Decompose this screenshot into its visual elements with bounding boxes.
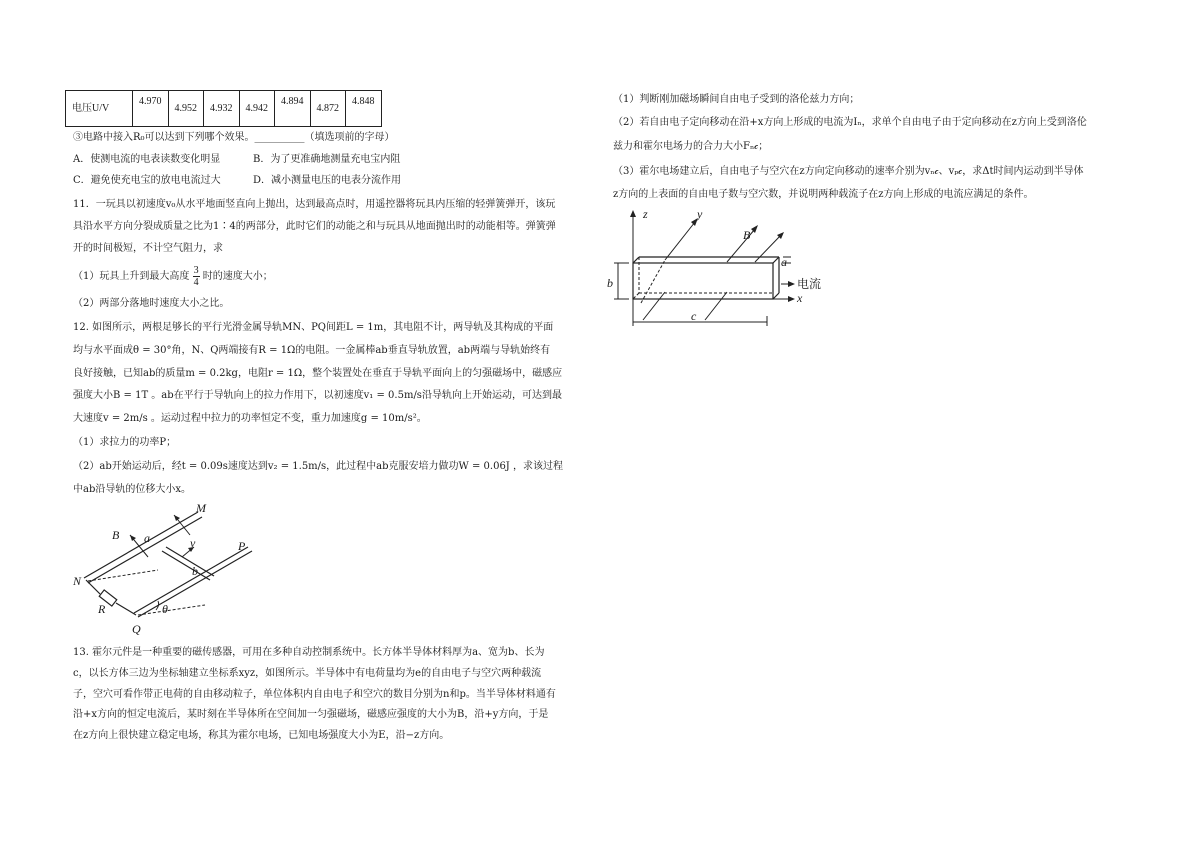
table-cell: 4.848 <box>346 91 382 127</box>
fraction-numerator: 3 <box>193 265 199 276</box>
rail-figure <box>70 495 260 640</box>
table-header-cell: 电压U/V <box>66 91 133 127</box>
q11-sub-2: （2）两部分落地时速度大小之比。 <box>73 298 230 309</box>
table-cell: 4.952 <box>168 91 204 127</box>
table-cell: 4.932 <box>204 91 240 127</box>
q10-3-option-c: C．避免使充电宝的放电电流过大 <box>73 175 221 186</box>
q13-sub-2-line-1: （2）若自由电子定向移动在沿+x方向上形成的电流为Iₙ，求单个自由电子由于定向移动在z方向上受到洛伦 <box>613 117 1087 128</box>
fraction <box>193 265 200 288</box>
table-cell: 4.970 <box>133 91 169 127</box>
q12-line-1: 12. 如图所示，两根足够长的平行光滑金属导轨MN、PQ间距L = 1m，其电阻不计，两导轨及其构成的平面 <box>73 322 554 333</box>
rail-mn <box>84 512 198 578</box>
q12-sub-1: （1）求拉力的功率P； <box>73 437 177 448</box>
voltage-table <box>65 90 382 127</box>
label-p: P <box>238 539 246 553</box>
label-theta: θ <box>162 602 168 616</box>
label-c: c <box>691 309 697 323</box>
q13-sub-3-line-1: （3）霍尔电场建立后，自由电子与空穴在z方向定向移动的速率介别为vₙ𝒸、vₚ𝒸，求Δt时间内运动到半导体 <box>613 166 1084 177</box>
q13-line-4: 沿+x方向的恒定电流后，某时刻在半导体所在空间加一匀强磁场，磁感应强度的大小为B，沿+y方向，于是 <box>73 709 549 720</box>
q13-line-2: c，以长方体三边为坐标轴建立坐标系xyz，如图所示。半导体中有电荷量均为e的自由电子与空穴两种载流 <box>73 668 542 679</box>
label-b-field: B <box>743 228 751 242</box>
q13-sub-3-line-2: z方向的上表面的自由电子数与空穴数，并说明两种载流子在z方向上形成的电流应满足的条件。 <box>613 189 1034 200</box>
semiconductor-block <box>633 263 773 299</box>
label-m: M <box>196 501 206 515</box>
q12-line-5: 大速度v = 2m/s 。运动过程中拉力的功率恒定不变，重力加速度g = 10m/s²。 <box>73 413 427 424</box>
rail-pq <box>134 547 248 613</box>
q11-line-2: 具沿水平方向分裂成质量之比为1∶4的两部分，此时它们的动能之和与玩具从地面抛出时的动能相等。弹簧弹 <box>73 221 556 232</box>
q10-3-option-d: D．减小测量电压的电表分流作用 <box>253 175 402 186</box>
bar-ab <box>162 551 210 580</box>
q11-sub-1-post: 时的速度大小； <box>202 271 273 282</box>
q12-line-3: 良好接触，已知ab的质量m = 0.2kg，电阻r = 1Ω，整个装置处在垂直于导轨平面向上的匀强磁场中，磁感应 <box>73 368 563 379</box>
q11-sub-1-pre: （1）玩具上升到最大高度 <box>73 271 190 282</box>
label-a: a <box>144 531 150 545</box>
label-current: 电流 <box>797 277 822 291</box>
fraction-denominator: 4 <box>193 277 199 288</box>
label-r: R <box>98 602 106 616</box>
q12-line-2: 均与水平面成θ = 30°角，N、Q两端接有R = 1Ω的电阻。一金属棒ab垂直导轨放置，ab两端与导轨始终有 <box>73 345 551 356</box>
q10-3-option-b: B．为了更准确地测量充电宝内阻 <box>253 154 401 165</box>
q13-sub-2-line-2: 兹力和霍尔电场力的合力大小Fₙ𝒸； <box>613 141 769 152</box>
label-v: v <box>190 536 196 550</box>
q12-sub-2-line-1: （2）ab开始运动后，经t = 0.09s速度达到v₂ = 1.5m/s，此过程中ab克服安培力做功W = 0.06J ，求该过程 <box>73 461 563 472</box>
q11-line-1: 11．一玩具以初速度v₀从水平地面竖直向上抛出，达到最高点时，用遥控器将玩具内压缩的轻弹簧弹开，该玩 <box>73 199 556 210</box>
label-z: z <box>643 207 648 221</box>
q11-sub-1 <box>73 265 273 288</box>
q12-line-4: 强度大小B = 1T 。ab在平行于导轨向上的拉力作用下，以初速度v₁ = 0.5m/s沿导轨向上开始运动，可达到最 <box>73 390 562 401</box>
label-x: x <box>797 291 803 305</box>
label-a-thickness: a <box>781 255 787 269</box>
table-cell: 4.894 <box>275 91 311 127</box>
q13-line-3: 子，空穴可看作带正电荷的自由移动粒子，单位体积内自由电子和空穴的数目分别为n和p。当半导体材料通有 <box>73 689 556 700</box>
table-row <box>66 91 382 127</box>
label-n: N <box>73 574 82 588</box>
label-y: y <box>697 207 703 221</box>
label-b-width: b <box>607 276 613 290</box>
label-q: Q <box>132 622 141 636</box>
q10-3-option-a: A．使测电流的电表读数变化明显 <box>73 154 221 165</box>
q11-line-3: 开的时间极短，不计空气阻力，求 <box>73 243 223 254</box>
hall-element-figure <box>605 202 835 332</box>
q13-line-1: 13. 霍尔元件是一种重要的磁传感器，可用在多种自动控制系统中。长方体半导体材料厚为a、宽为b、长为 <box>73 647 545 658</box>
label-b-end: b <box>192 564 198 578</box>
q10-3-text: ③电路中接入R₀可以达到下列哪个效果。__________（填选项前的字母） <box>73 132 395 143</box>
q13-sub-1: （1）判断刚加磁场瞬间自由电子受到的洛伦兹力方向； <box>613 94 860 105</box>
label-b-field: B <box>112 528 120 542</box>
table-cell: 4.942 <box>239 91 275 127</box>
y-axis <box>665 222 695 260</box>
table-cell: 4.872 <box>310 91 346 127</box>
q12-sub-2-line-2: 中ab沿导轨的位移大小x。 <box>73 484 192 495</box>
q13-line-5: 在z方向上很快建立稳定电场，称其为霍尔电场，已知电场强度大小为E，沿−z方向。 <box>73 730 450 741</box>
